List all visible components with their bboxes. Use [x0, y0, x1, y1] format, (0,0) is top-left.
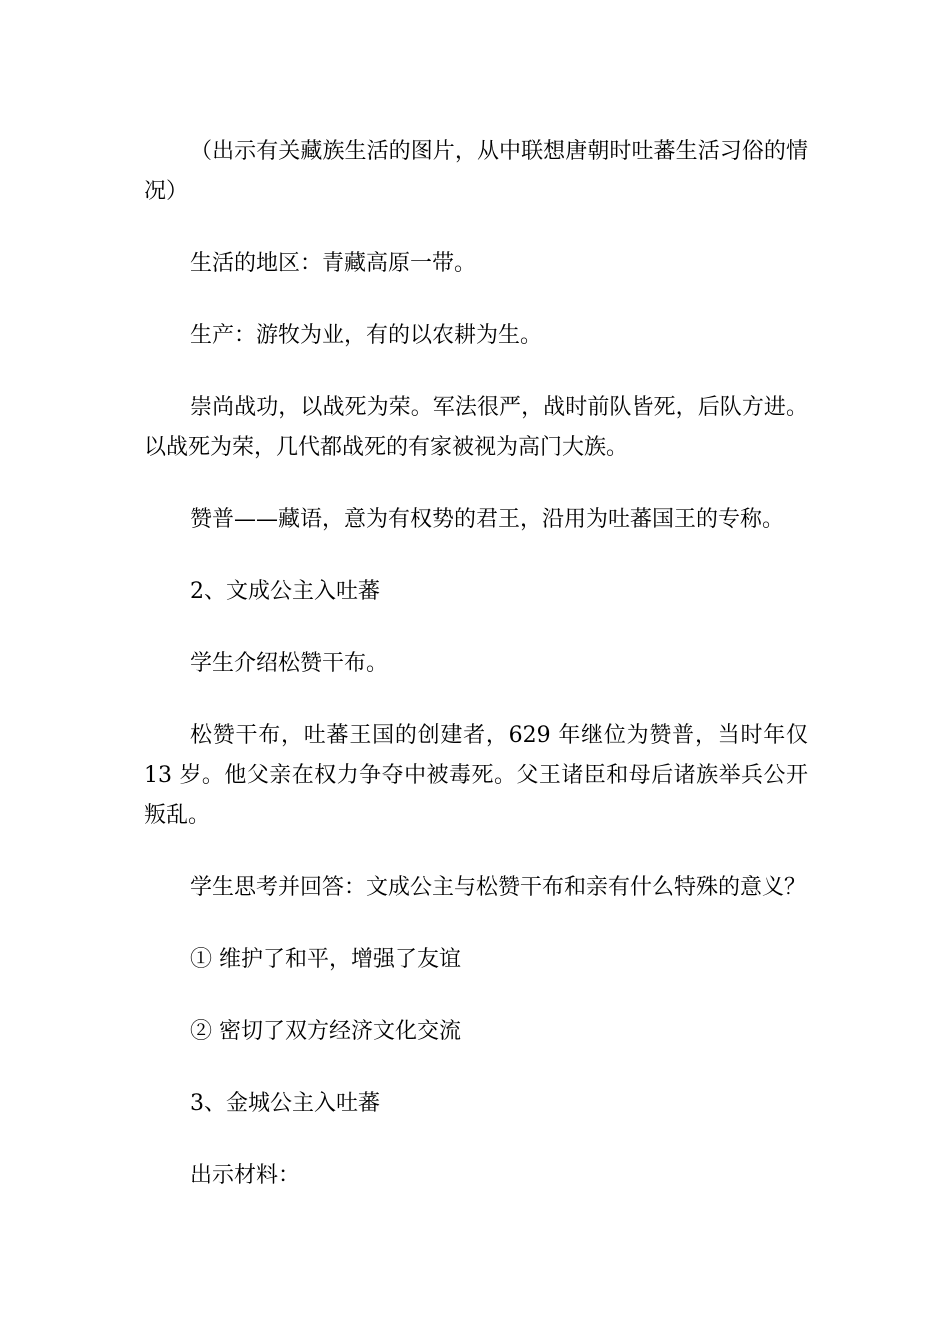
- paragraph-region: 生活的地区：青藏高原一带。: [190, 251, 477, 276]
- paragraph-student-intro: 学生介绍松赞干布。: [190, 651, 389, 676]
- section-heading-wencheng: 2、文成公主入吐蕃: [190, 579, 380, 604]
- paragraph-image-note: （出示有关藏族生活的图片，从中联想唐朝时吐蕃生活习俗的情况）: [144, 139, 808, 204]
- paragraph-songtsen-gampo: 松赞干布，吐蕃王国的创建者，629 年继位为赞普，当时年仅 13 岁。他父亲在权力争夺中被毒死。父王诸臣和母后诸族举兵公开叛乱。: [144, 723, 808, 828]
- list-item-peace: ① 维护了和平，增强了友谊: [190, 947, 461, 972]
- paragraph-production: 生产：游牧为业，有的以农耕为生。: [190, 323, 543, 348]
- list-item-exchange: ② 密切了双方经济文化交流: [190, 1019, 461, 1044]
- paragraph-question: 学生思考并回答：文成公主与松赞干布和亲有什么特殊的意义？: [190, 875, 807, 900]
- section-heading-jincheng: 3、金城公主入吐蕃: [190, 1091, 380, 1116]
- paragraph-military-custom: 崇尚战功，以战死为荣。军法很严，战时前队皆死，后队方进。以战死为荣，几代都战死的有家被视为高门大族。: [144, 395, 808, 460]
- document-body: [144, 132, 808, 1228]
- paragraph-show-material: 出示材料：: [190, 1163, 301, 1188]
- paragraph-zanpu-definition: 赞普——藏语，意为有权势的君王，沿用为吐蕃国王的专称。: [190, 507, 785, 532]
